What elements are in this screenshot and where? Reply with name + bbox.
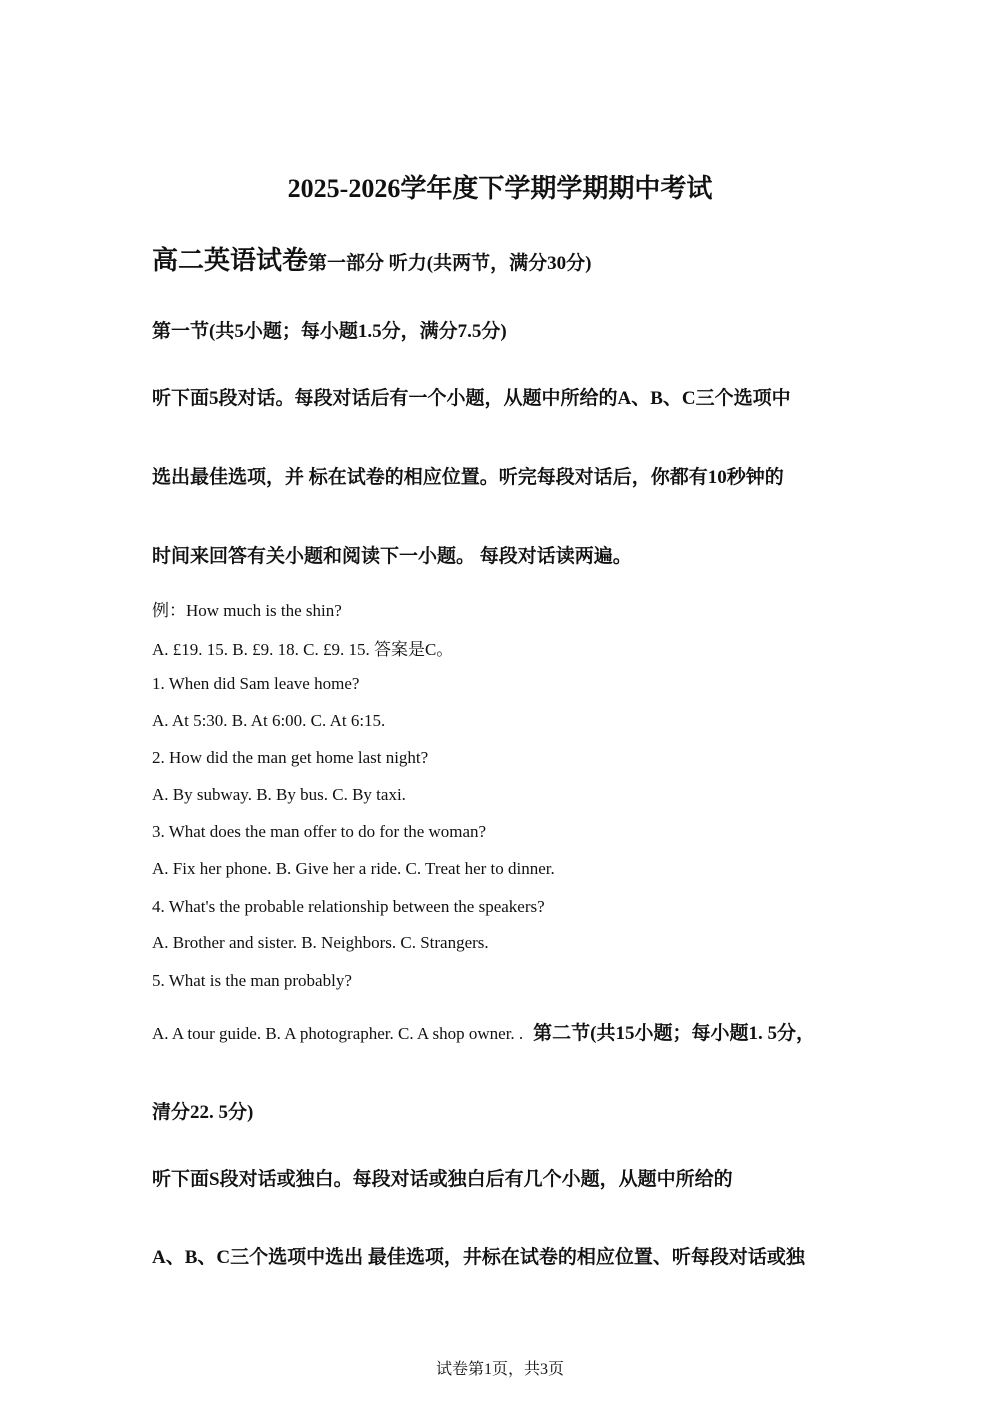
question-5-options: A. A tour guide. B. A photographer. C. A shop owner. . xyxy=(152,1024,524,1043)
section-two-heading-end: 清分22. 5分) xyxy=(152,1102,254,1123)
exam-subtitle: 高二英语试卷 xyxy=(152,246,309,276)
question-2: 2. How did the man get home last night? xyxy=(152,748,429,767)
question-3: 3. What does the man offer to do for the woman? xyxy=(152,822,487,841)
subtitle-line xyxy=(152,240,591,277)
section-one-instruction-1: 听下面5段对话。每段对话后有一个小题，从题中所给的A、B、C三个选项中 xyxy=(152,388,791,409)
question-4: 4. What's the probable relationship between the speakers? xyxy=(152,897,545,916)
question-5-line xyxy=(152,1018,815,1045)
page-footer: 试卷第1页，共3页 xyxy=(435,1361,564,1378)
question-1: 1. When did Sam leave home? xyxy=(152,674,360,693)
question-4-options: A. Brother and sister. B. Neighbors. C. Strangers. xyxy=(152,933,489,952)
section-one-instruction-2: 选出最佳选项，并 标在试卷的相应位置。听完每段对话后，你都有10秒钟的 xyxy=(152,467,784,488)
example-options: A. £19. 15. B. £9. 18. C. £9. 15. 答案是C。 xyxy=(152,640,454,659)
example-question: 例：How much is the shin? xyxy=(152,601,342,620)
section-one-instruction-3: 时间来回答有关小题和阅读下一小题。 每段对话读两遍。 xyxy=(152,546,632,567)
question-2-options: A. By subway. B. By bus. C. By taxi. xyxy=(152,785,406,804)
section-two-instruction-1: 听下面S段对话或独白。每段对话或独白后有几个小题，从题中所给的 xyxy=(152,1169,733,1190)
question-1-options: A. At 5:30. B. At 6:00. C. At 6:15. xyxy=(152,711,386,730)
question-3-options: A. Fix her phone. B. Give her a ride. C. Treat her to dinner. xyxy=(152,859,555,878)
part-one-heading: 第一部分 听力(共两节，满分30分) xyxy=(308,253,592,274)
question-5: 5. What is the man probably? xyxy=(152,971,352,990)
section-one-heading: 第一节(共5小题；每小题1.5分，满分7.5分) xyxy=(152,321,507,342)
section-two-instruction-2: A、B、C三个选项中选出 最佳选项，井标在试卷的相应位置、听每段对话或独 xyxy=(152,1247,805,1268)
exam-title: 2025-2026学年度下学期学期期中考试 xyxy=(287,174,713,203)
section-two-heading-start: 第二节(共15小题；每小题1. 5分， xyxy=(533,1023,815,1044)
